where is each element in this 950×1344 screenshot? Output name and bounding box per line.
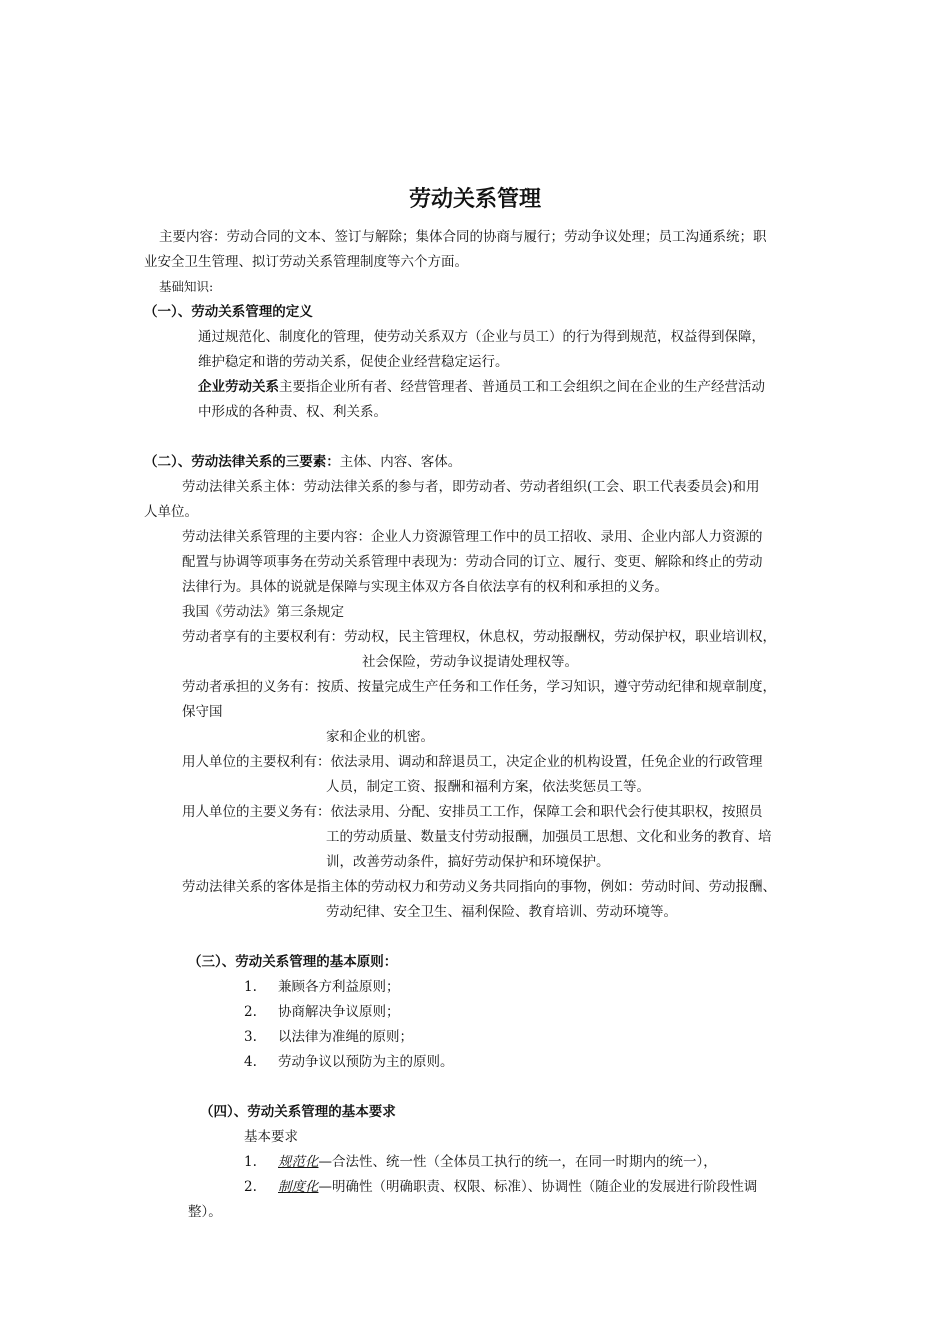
subject-line-b: 人单位。: [144, 504, 198, 520]
section-4-subheading: 基本要求: [244, 1129, 298, 1145]
requirement-number: 1.: [244, 1154, 257, 1170]
requirement-text: —合法性、统一性（全体员工执行的统一，在同一时期内的统一），: [318, 1154, 717, 1170]
worker-duties-b: 保守国: [182, 704, 223, 720]
requirement-number: 2.: [244, 1179, 257, 1195]
requirement-item-1: [244, 1153, 717, 1171]
s1-paragraph-1a: 通过规范化、制度化的管理，使劳动关系双方（企业与员工）的行为得到规范，权益得到保障，: [198, 329, 765, 345]
section-3-heading: （三）、劳动关系管理的基本原则：: [188, 954, 398, 970]
list-item: [244, 978, 400, 996]
employer-rights-a: 用人单位的主要权利有：依法录用、调动和辞退员工，决定企业的机构设置，任免企业的行政管理: [182, 754, 763, 770]
requirement-item-2-continuation: 整）。: [188, 1204, 222, 1220]
list-item-number: 4.: [244, 1054, 257, 1070]
section-2-heading: [144, 453, 461, 471]
list-item: [244, 1003, 400, 1021]
object-line-a: 劳动法律关系的客体是指主体的劳动权力和劳动义务共同指向的事物，例如：劳动时间、劳动报酬、: [182, 879, 776, 895]
worker-rights-a: 劳动者享有的主要权利有：劳动权，民主管理权，休息权，劳动报酬权，劳动保护权，职业培训权，: [182, 629, 776, 645]
section-2-heading-bold: （二）、劳动法律关系的三要素：: [144, 454, 340, 470]
list-item: [244, 1053, 454, 1071]
list-item-text: 劳动争议以预防为主的原则。: [278, 1054, 454, 1070]
requirement-text: —明确性（明确职责、权限、标准）、协调性（随企业的发展进行阶段性调: [318, 1179, 758, 1195]
worker-rights-b: 社会保险，劳动争议提请处理权等。: [362, 654, 578, 670]
term-institutionalization: 制度化: [278, 1179, 319, 1195]
employer-duties-c: 训，改善劳动条件，搞好劳动保护和环境保护。: [326, 854, 610, 870]
list-item-text: 以法律为准绳的原则；: [278, 1029, 413, 1045]
s1-paragraph-2a: [198, 378, 765, 396]
basic-knowledge-label: 基础知识:: [159, 279, 214, 294]
intro-line-2: 业安全卫生管理、拟订劳动关系管理制度等六个方面。: [144, 254, 468, 270]
employer-rights-b: 人员，制定工资、报酬和福利方案，依法奖惩员工等。: [326, 779, 650, 795]
object-line-b: 劳动纪律、安全卫生、福利保险、教育培训、劳动环境等。: [326, 904, 677, 920]
s1-paragraph-2a-text: 主要指企业所有者、经营管理者、普通员工和工会组织之间在企业的生产经营活动: [279, 379, 765, 395]
section-1-heading: （一）、劳动关系管理的定义: [144, 304, 313, 320]
subject-line-a: 劳动法律关系主体：劳动法律关系的参与者，即劳动者、劳动者组织(工会、职工代表委员会)和用: [182, 479, 760, 495]
list-item: [244, 1028, 413, 1046]
section-2-heading-rest: 主体、内容、客体。: [339, 454, 462, 470]
page-title: 劳动关系管理: [408, 187, 541, 212]
section-4-heading: （四）、劳动关系管理的基本要求: [200, 1104, 396, 1120]
content-line-b: 配置与协调等项事务在劳动关系管理中表现为：劳动合同的订立、履行、变更、解除和终止的劳动: [182, 554, 763, 570]
employer-duties-a: 用人单位的主要义务有：依法录用、分配、安排员工工作，保障工会和职代会行使其职权，按照员: [182, 804, 763, 820]
intro-line-1: 主要内容：劳动合同的文本、签订与解除；集体合同的协商与履行；劳动争议处理；员工沟通系统；职: [159, 229, 767, 245]
employer-duties-b: 工的劳动质量、数量支付劳动报酬，加强员工思想、文化和业务的教育、培: [326, 829, 772, 845]
term-standardization: 规范化: [278, 1154, 319, 1170]
worker-duties-c: 家和企业的机密。: [326, 729, 434, 745]
list-item-number: 3.: [244, 1029, 257, 1045]
content-line-c: 法律行为。具体的说就是保障与实现主体双方各自依法享有的权利和承担的义务。: [182, 579, 668, 595]
list-item-number: 1.: [244, 979, 257, 995]
requirement-item-2: [244, 1178, 757, 1196]
labor-law-line: 我国《劳动法》第三条规定: [182, 604, 344, 620]
worker-duties-a: 劳动者承担的义务有：按质、按量完成生产任务和工作任务，学习知识，遵守劳动纪律和规章制度，: [182, 679, 776, 695]
list-item-text: 协商解决争议原则；: [278, 1004, 400, 1020]
list-item-number: 2.: [244, 1004, 257, 1020]
list-item-text: 兼顾各方利益原则；: [278, 979, 400, 995]
content-line-a: 劳动法律关系管理的主要内容：企业人力资源管理工作中的员工招收、录用、企业内部人力资源的: [182, 529, 763, 545]
s1-paragraph-1b: 维护稳定和谐的劳动关系，促使企业经营稳定运行。: [198, 354, 509, 370]
term-enterprise-labor-relations: 企业劳动关系: [198, 379, 279, 395]
s1-paragraph-2b: 中形成的各种责、权、利关系。: [198, 404, 387, 420]
